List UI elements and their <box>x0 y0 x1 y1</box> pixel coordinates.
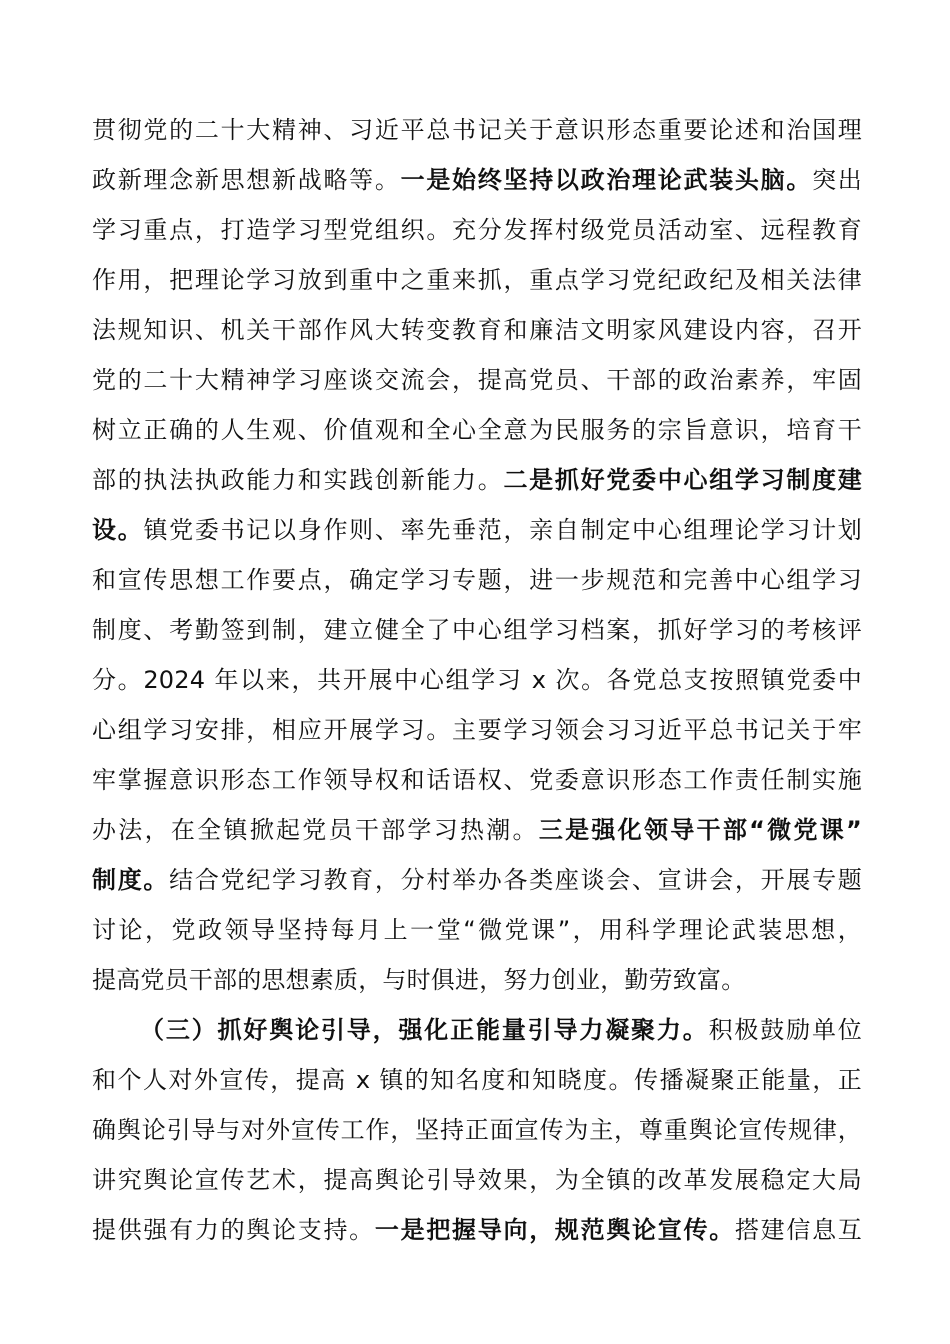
text-line <box>92 262 862 298</box>
text-line <box>92 1212 862 1248</box>
bold-heading-text: 制度。 <box>92 866 170 894</box>
body-text-span: 讨论，党政领导坚持每月上一堂“微党课”，用科学理论武装思想， <box>92 916 862 944</box>
body-text-span: 政新理念新思想新战略等。 <box>92 166 401 194</box>
body-text-span: 党的二十大精神学习座谈交流会，提高党员、干部的政治素养，牢固 <box>92 366 862 394</box>
text-line <box>92 662 862 698</box>
body-text-span: 贯彻党的二十大精神、习近平总书记关于意识形态重要论述和治国理 <box>92 116 862 144</box>
body-text-span: 和宣传思想工作要点，确定学习专题，进一步规范和完善中心组学习 <box>92 566 862 594</box>
text-line <box>92 762 862 798</box>
bold-heading-text: 设。 <box>92 516 144 544</box>
body-text-span: 镇党委书记以身作则、率先垂范，亲自制定中心组理论学习计划 <box>143 516 862 544</box>
text-line <box>92 162 862 198</box>
text-line <box>92 412 862 448</box>
text-line <box>92 862 862 898</box>
text-line <box>92 1062 862 1098</box>
body-text-span: 结合党纪学习教育，分村举办各类座谈会、宣讲会，开展专题 <box>169 866 862 894</box>
text-line <box>92 1112 862 1148</box>
body-text-span: 作用，把理论学习放到重中之重来抓，重点学习党纪政纪及相关法律 <box>92 266 862 294</box>
text-line <box>92 962 862 998</box>
text-line <box>92 812 862 848</box>
text-line <box>92 612 862 648</box>
text-line <box>140 1012 862 1048</box>
body-text-span: 心组学习安排，相应开展学习。主要学习领会习习近平总书记关于牢 <box>92 716 862 744</box>
text-line <box>92 712 862 748</box>
text-line <box>92 362 862 398</box>
body-text-span: 提高党员干部的思想素质，与时俱进，努力创业，勤劳致富。 <box>92 966 746 994</box>
bold-heading-text: 一是始终坚持以政治理论武装头脑。 <box>400 166 813 194</box>
text-line <box>92 212 862 248</box>
body-text-span: 搭建信息互 <box>734 1216 863 1244</box>
text-line <box>92 1162 862 1198</box>
body-text-span: 树立正确的人生观、价值观和全心全意为民服务的宗旨意识，培育干 <box>92 416 862 444</box>
body-text-span: 法规知识、机关干部作风大转变教育和廉洁文明家风建设内容，召开 <box>92 316 862 344</box>
body-text-span: 讲究舆论宣传艺术，提高舆论引导效果，为全镇的改革发展稳定大局 <box>92 1166 862 1194</box>
body-text-span: 提供强有力的舆论支持。 <box>92 1216 375 1244</box>
text-line <box>92 562 862 598</box>
body-text-span: 部的执法执政能力和实践创新能力。 <box>92 466 504 494</box>
text-line <box>92 512 862 548</box>
body-text-span: 确舆论引导与对外宣传工作，坚持正面宣传为主，尊重舆论宣传规律， <box>92 1116 862 1144</box>
body-text-span: 制度、考勤签到制，建立健全了中心组学习档案，抓好学习的考核评 <box>92 616 862 644</box>
body-text-span: 和个人对外宣传，提高 x 镇的知名度和知晓度。传播凝聚正能量，正 <box>92 1066 862 1094</box>
body-text-span: 牢掌握意识形态工作领导权和话语权、党委意识形态工作责任制实施 <box>92 766 862 794</box>
body-text-span: 学习重点，打造学习型党组织。充分发挥村级党员活动室、远程教育 <box>92 216 862 244</box>
body-text-span: 办法，在全镇掀起党员干部学习热潮。 <box>92 816 539 844</box>
text-line <box>92 912 862 948</box>
body-text-span: 分。2024 年以来，共开展中心组学习 x 次。各党总支按照镇党委中 <box>92 666 862 694</box>
bold-heading-text: 一是把握导向，规范舆论宣传。 <box>374 1216 735 1244</box>
text-line <box>92 462 862 498</box>
bold-heading-text: 二是抓好党委中心组学习制度建 <box>503 466 862 494</box>
body-text-span: 积极鼓励单位 <box>708 1016 862 1044</box>
bold-heading-text: （三）抓好舆论引导，强化正能量引导力凝聚力。 <box>140 1016 709 1044</box>
body-text-span: 突出 <box>812 166 862 194</box>
bold-heading-text: 三是强化领导干部“微党课” <box>538 816 862 844</box>
text-line <box>92 112 862 148</box>
text-line <box>92 312 862 348</box>
